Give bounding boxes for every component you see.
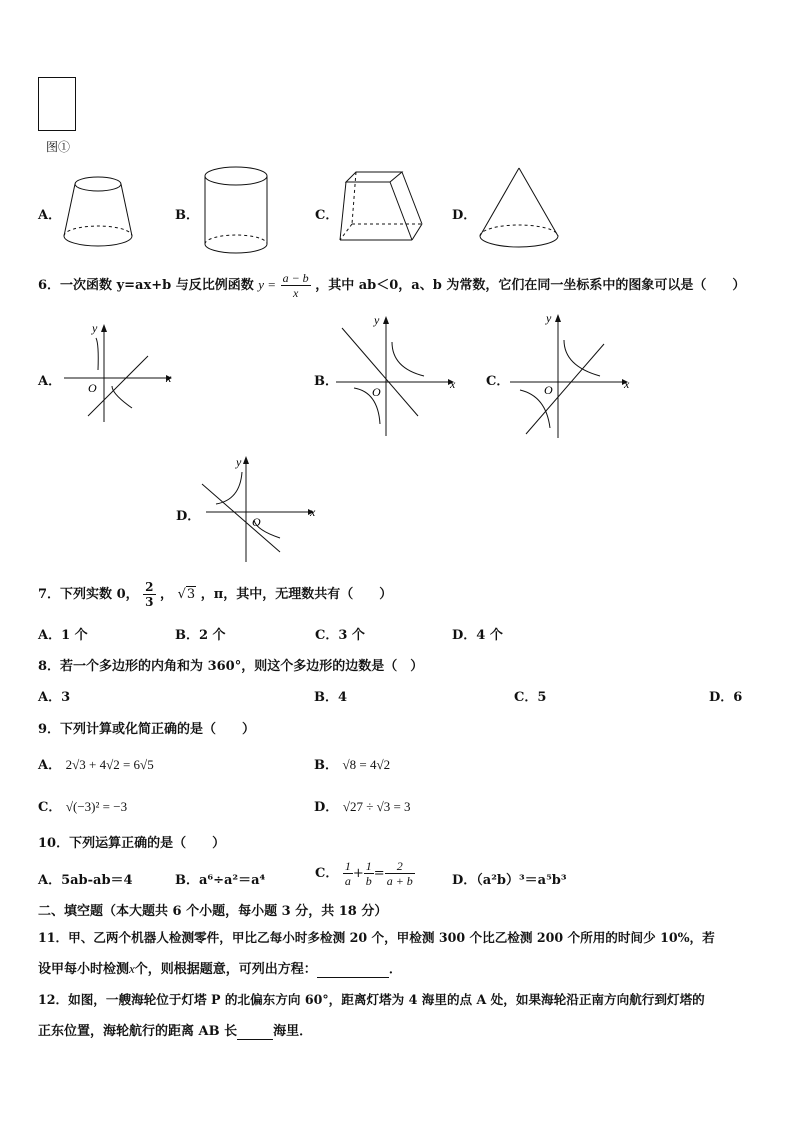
q6-stem xyxy=(38,270,745,301)
q6-c-y-label: y xyxy=(546,311,552,325)
q5-option-a-frustum xyxy=(58,170,138,254)
q10-c-frac1 xyxy=(343,859,353,888)
q7-frac-den: 3 xyxy=(145,595,154,609)
q6-d-x-label: x xyxy=(310,505,316,519)
q6-graph-a xyxy=(60,318,180,428)
q12-line2-b: 海里． xyxy=(273,1024,313,1039)
q6-a-y-label: y xyxy=(92,321,98,335)
q11-line2-a: 设甲每小时检测 xyxy=(38,962,130,977)
q9-option-b-label: B． xyxy=(314,758,338,773)
q9-option-c-expr: √(−3)² = −3 xyxy=(65,799,128,814)
q10-option-c-label: C． xyxy=(315,866,339,881)
q7-option-a: A．1 个 xyxy=(38,628,88,643)
q10-option-c xyxy=(315,859,415,889)
q7-option-c: C．3 个 xyxy=(315,628,365,643)
q10-c-frac3-den: a + b xyxy=(386,874,413,888)
q10-stem: 10．下列运算正确的是（ ） xyxy=(38,836,226,851)
q7-frac-num: 2 xyxy=(145,580,154,594)
q9-option-d-expr: √27 ÷ √3 = 3 xyxy=(342,799,411,814)
q6-graph-c xyxy=(506,310,636,440)
q9-option-d-label: D． xyxy=(314,800,339,815)
q5-option-a-label: A． xyxy=(38,208,62,223)
q9-option-b xyxy=(314,754,390,773)
q8-stem: 8．若一个多边形的内角和为 360°，则这个多边形的边数是（ ） xyxy=(38,659,424,674)
q9-option-c xyxy=(38,796,127,815)
q5-option-d-label: D． xyxy=(452,208,477,223)
q7-stem xyxy=(38,580,392,610)
q6-frac-num: a − b xyxy=(282,271,309,285)
q7-sqrt-arg: 3 xyxy=(186,587,196,602)
q12-answer-blank[interactable] xyxy=(237,1024,273,1040)
q9-option-a-label: A． xyxy=(38,758,62,773)
q8-option-c: C．5 xyxy=(514,690,547,705)
q11-answer-blank[interactable] xyxy=(317,962,389,978)
q10-c-frac2-num: 1 xyxy=(365,859,372,873)
q10-c-frac2-den: b xyxy=(365,874,372,888)
q8-option-b: B．4 xyxy=(314,690,348,705)
q7-sep: ， xyxy=(160,587,174,602)
q7-option-d: D．4 个 xyxy=(452,628,503,643)
q12-line2-a: 正东位置，海轮航行的距离 AB 长 xyxy=(38,1024,238,1039)
q12-line2 xyxy=(38,1020,312,1040)
q10-c-frac3-num: 2 xyxy=(385,859,415,874)
q6-c-origin-label: O xyxy=(544,383,553,397)
q5-option-b-label: B． xyxy=(175,208,199,223)
q6-graph-b xyxy=(336,312,466,438)
q6-option-c-label: C． xyxy=(486,374,510,389)
q6-b-y-label: y xyxy=(374,313,380,327)
q12-line1: 12．如图，一艘海轮位于灯塔 P 的北偏东方向 60°，距离灯塔为 4 海里的点 A 处，如果海轮沿正南方向航行到灯塔的 xyxy=(38,992,705,1007)
q7-stem-prefix: 7．下列实数 0， xyxy=(38,587,139,602)
q6-d-origin-label: O xyxy=(252,515,261,529)
q6-a-origin-label: O xyxy=(88,381,97,395)
q5-option-c-prism-frustum xyxy=(336,168,426,248)
q6-stem-suffix: ，其中 ab＜0，a、b 为常数，它们在同一坐标系中的图象可以是（ ） xyxy=(315,278,746,293)
q9-option-c-label: C． xyxy=(38,800,62,815)
q9-option-a xyxy=(38,754,154,773)
q7-sqrt-symbol: √ xyxy=(177,587,186,602)
q8-option-d: D．6 xyxy=(709,690,743,705)
q6-a-x-label: x xyxy=(166,371,172,385)
q6-y-eq: y = xyxy=(258,277,277,292)
q6-fraction xyxy=(281,271,311,300)
q10-option-a: A．5ab-ab＝4 xyxy=(38,873,133,888)
q9-option-a-expr: 2√3 + 4√2 = 6√5 xyxy=(65,757,154,772)
q10-c-plus: + xyxy=(352,866,364,881)
q6-frac-den: x xyxy=(292,286,299,300)
q10-c-frac1-den: a xyxy=(344,874,351,888)
q5-option-c-label: C． xyxy=(315,208,339,223)
q9-stem: 9．下列计算或化简正确的是（ ） xyxy=(38,722,256,737)
q7-stem-suffix: ，π，其中，无理数共有（ ） xyxy=(200,587,393,602)
q10-c-eq: = xyxy=(373,866,385,881)
q7-fraction xyxy=(143,580,155,609)
q10-option-b: B．a⁶÷a²＝a⁴ xyxy=(175,873,266,888)
q9-option-b-expr: √8 = 4√2 xyxy=(342,757,391,772)
section-2-heading: 二、填空题（本大题共 6 个小题，每小题 3 分，共 18 分） xyxy=(38,904,388,919)
q11-line2 xyxy=(38,958,402,978)
q5-option-b-cylinder xyxy=(200,164,272,260)
q11-line2-b: 个，则根据题意，可列出方程： xyxy=(134,962,317,977)
q6-b-origin-label: O xyxy=(372,385,381,399)
figure-1-caption: 图① xyxy=(46,140,71,154)
q9-option-d xyxy=(314,796,411,815)
q11-line1: 11．甲、乙两个机器人检测零件，甲比乙每小时多检测 20 个，甲检测 300 个比乙检测 200 个所用的时间少 10%，若 xyxy=(38,930,715,945)
q6-option-a-label: A． xyxy=(38,374,62,389)
q10-c-frac1-num: 1 xyxy=(344,859,351,873)
q10-c-frac2 xyxy=(364,859,374,888)
q5-option-d-cone xyxy=(476,166,562,252)
q6-graph-d xyxy=(200,452,324,564)
q6-c-x-label: x xyxy=(624,377,630,391)
q6-option-b-label: B． xyxy=(314,374,338,389)
q6-stem-prefix: 6．一次函数 y=ax+b 与反比例函数 xyxy=(38,278,254,293)
q6-b-x-label: x xyxy=(450,377,456,391)
figure-1-rectangle xyxy=(38,77,76,131)
q10-c-frac3 xyxy=(385,859,415,888)
q8-option-a: A．3 xyxy=(38,690,71,705)
q7-option-b: B．2 个 xyxy=(175,628,226,643)
q10-option-d: D．（a²b）³＝a⁵b³ xyxy=(452,873,567,888)
q11-variable: x xyxy=(129,961,135,976)
q6-option-d-label: D． xyxy=(176,509,201,524)
q11-line2-end: ． xyxy=(388,962,402,977)
q6-d-y-label: y xyxy=(236,455,242,469)
